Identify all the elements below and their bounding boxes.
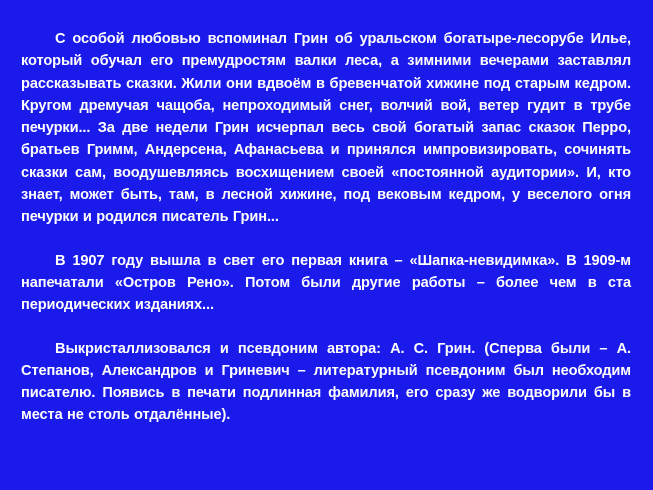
paragraph-first-book: В 1907 году вышла в свет его первая книга – «Шапка-невидимка». В 1909-м напечатали «Остров Рено». Потом были другие работы – более чем в ста периодических изданиях... (21, 252, 631, 314)
paragraph-pseudonym: Выкристаллизовался и псевдоним автора: А. С. Грин. (Сперва были – А. Степанов, Александров и Гриневич – литературный псевдоним был необходим писателю. Появись в печати подлинная фамилия, его сразу же водворили бы в места не столь отдалённые). (21, 340, 631, 424)
paragraph-grin-and-ilya: С особой любовью вспоминал Грин об уральском богатыре-лесорубе Илье, который обучал его премудростям валки леса, а зимними вечерами заставлял рассказывать сказки. Жили они вдвоём в бревенчатой хижине под старым кедром. Кругом дремучая чащоба, непроходимый снег, волчий вой, ветер гудит в трубе печурки... За две недели Грин исчерпал весь свой богатый запас сказок Перро, братьев Гримм, Андерсена, Афанасьева и принялся импровизировать, сочинять сказки сам, воодушевляясь восхищением своей «постоянной аудитории». И, кто знает, может быть, там, в лесной хижине, под вековым кедром, у веселого огня печурки и родился писатель Грин... (21, 31, 631, 226)
slide-text-body (21, 28, 631, 427)
